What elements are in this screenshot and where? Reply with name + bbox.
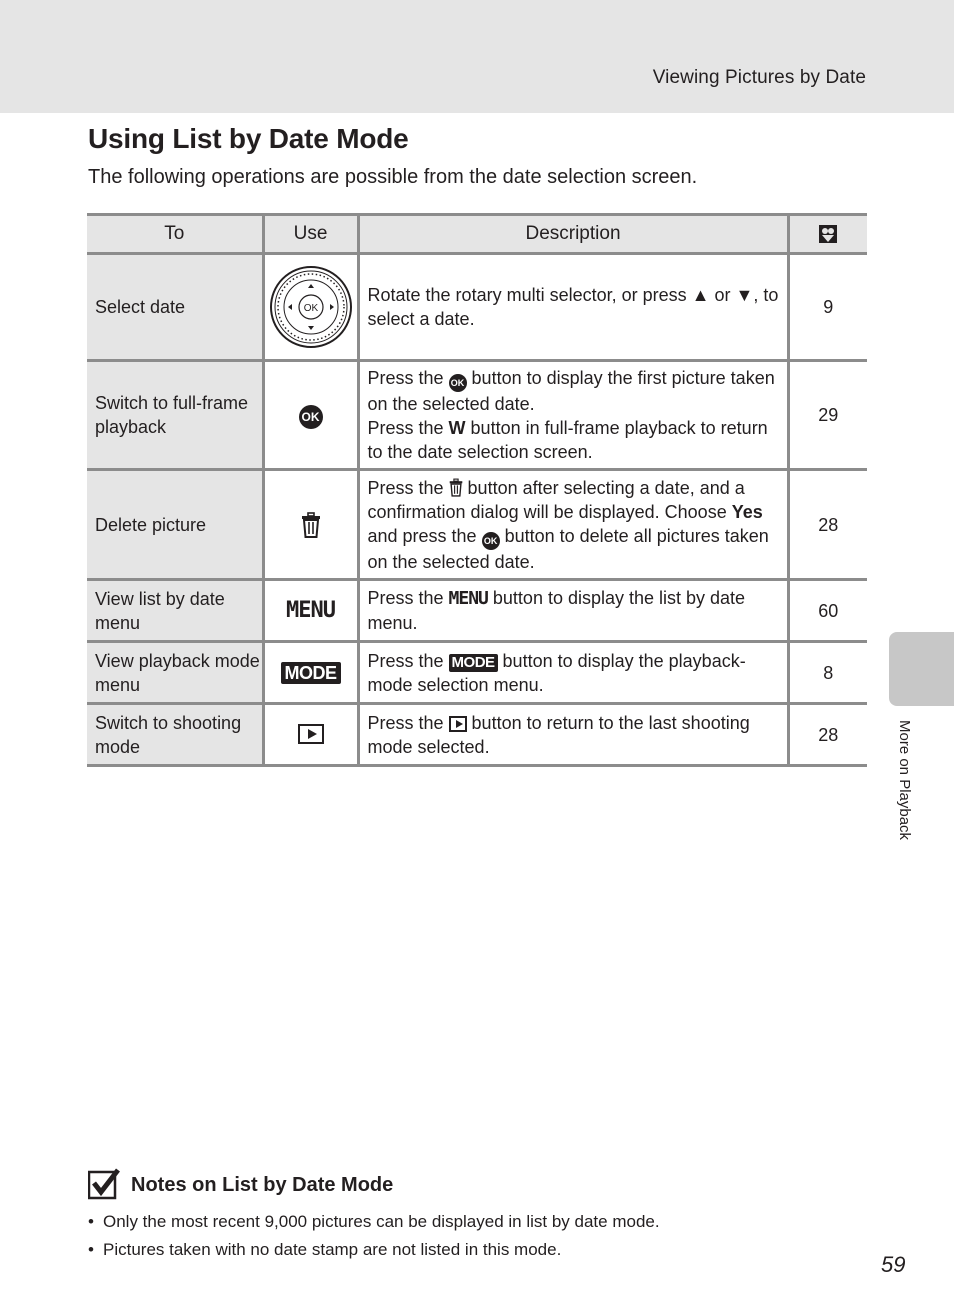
section-tab-label: More on Playback (896, 720, 913, 841)
page-number: 59 (881, 1252, 906, 1277)
row-page-reference: 8 (788, 642, 867, 704)
operations-table (87, 213, 867, 767)
row-action: View list by date menu (87, 580, 263, 642)
notes-title: Notes on List by Date Mode (131, 1174, 394, 1196)
intro-text: The following operations are possible from the date selection screen. (88, 166, 698, 188)
mode-button-icon: MODE (281, 662, 341, 684)
row-use-cell (263, 361, 358, 470)
header-band (0, 0, 954, 113)
row-action: Delete picture (87, 470, 263, 580)
menu-button-icon: MENU (286, 597, 335, 623)
row-page-reference: 9 (788, 254, 867, 361)
row-page-reference: 28 (788, 704, 867, 766)
ok-button-icon: OK (449, 374, 467, 392)
column-header-use: Use (263, 215, 358, 254)
column-header-description: Description (358, 215, 788, 254)
table-row (87, 580, 867, 642)
table-row (87, 361, 867, 470)
row-description: Press the MENU button to display the list by date menu. (358, 580, 788, 642)
ok-button-icon: OK (299, 405, 323, 429)
row-use-cell (263, 580, 358, 642)
row-use-cell (263, 642, 358, 704)
zoom-w-button-icon: W (448, 418, 466, 438)
notes-list (88, 1208, 660, 1264)
row-description: Rotate the rotary multi selector, or press ▲ or ▼, to select a date. (358, 254, 788, 361)
table-row (87, 470, 867, 580)
row-action: Switch to shooting mode (87, 704, 263, 766)
table-header-row (87, 215, 867, 254)
list-item: • Only the most recent 9,000 pictures can be displayed in list by date mode. (88, 1208, 660, 1236)
rotary-multi-selector-icon (269, 265, 353, 349)
row-description: Press the button to return to the last shooting mode selected. (358, 704, 788, 766)
mode-button-icon: MODE (449, 654, 498, 672)
row-use-cell (263, 254, 358, 361)
row-description: Press the OK button to display the first picture taken on the selected date. Press the W button in full-frame playback to return to the date selection screen. (358, 361, 788, 470)
row-page-reference: 28 (788, 470, 867, 580)
check-note-icon (88, 1168, 120, 1200)
row-description: Press the button after selecting a date, and a confirmation dialog will be displayed. Choose Yes and press the OK button to delete all pictures taken on the selected date. (358, 470, 788, 580)
row-action: Switch to full-frame playback (87, 361, 263, 470)
section-tab (889, 632, 954, 706)
column-header-to: To (87, 215, 263, 254)
page-reference-icon (818, 224, 838, 244)
trash-icon (301, 512, 321, 538)
ok-button-icon: OK (482, 532, 500, 550)
playback-button-icon (449, 716, 467, 732)
table-row (87, 254, 867, 361)
svg-text:OK: OK (303, 303, 318, 314)
row-page-reference: 29 (788, 361, 867, 470)
running-head: Viewing Pictures by Date (652, 67, 866, 88)
table-row (87, 642, 867, 704)
row-action: Select date (87, 254, 263, 361)
column-header-page-reference (788, 215, 867, 254)
trash-icon (449, 478, 463, 497)
row-action: View playback mode menu (87, 642, 263, 704)
menu-button-icon: MENU (448, 588, 488, 609)
row-use-cell (263, 470, 358, 580)
list-item: • Pictures taken with no date stamp are not listed in this mode. (88, 1236, 660, 1264)
row-description: Press the MODE button to display the playback-mode selection menu. (358, 642, 788, 704)
page-title: Using List by Date Mode (88, 123, 409, 154)
table-row (87, 704, 867, 766)
playback-button-icon (298, 724, 324, 744)
row-use-cell (263, 704, 358, 766)
row-page-reference: 60 (788, 580, 867, 642)
